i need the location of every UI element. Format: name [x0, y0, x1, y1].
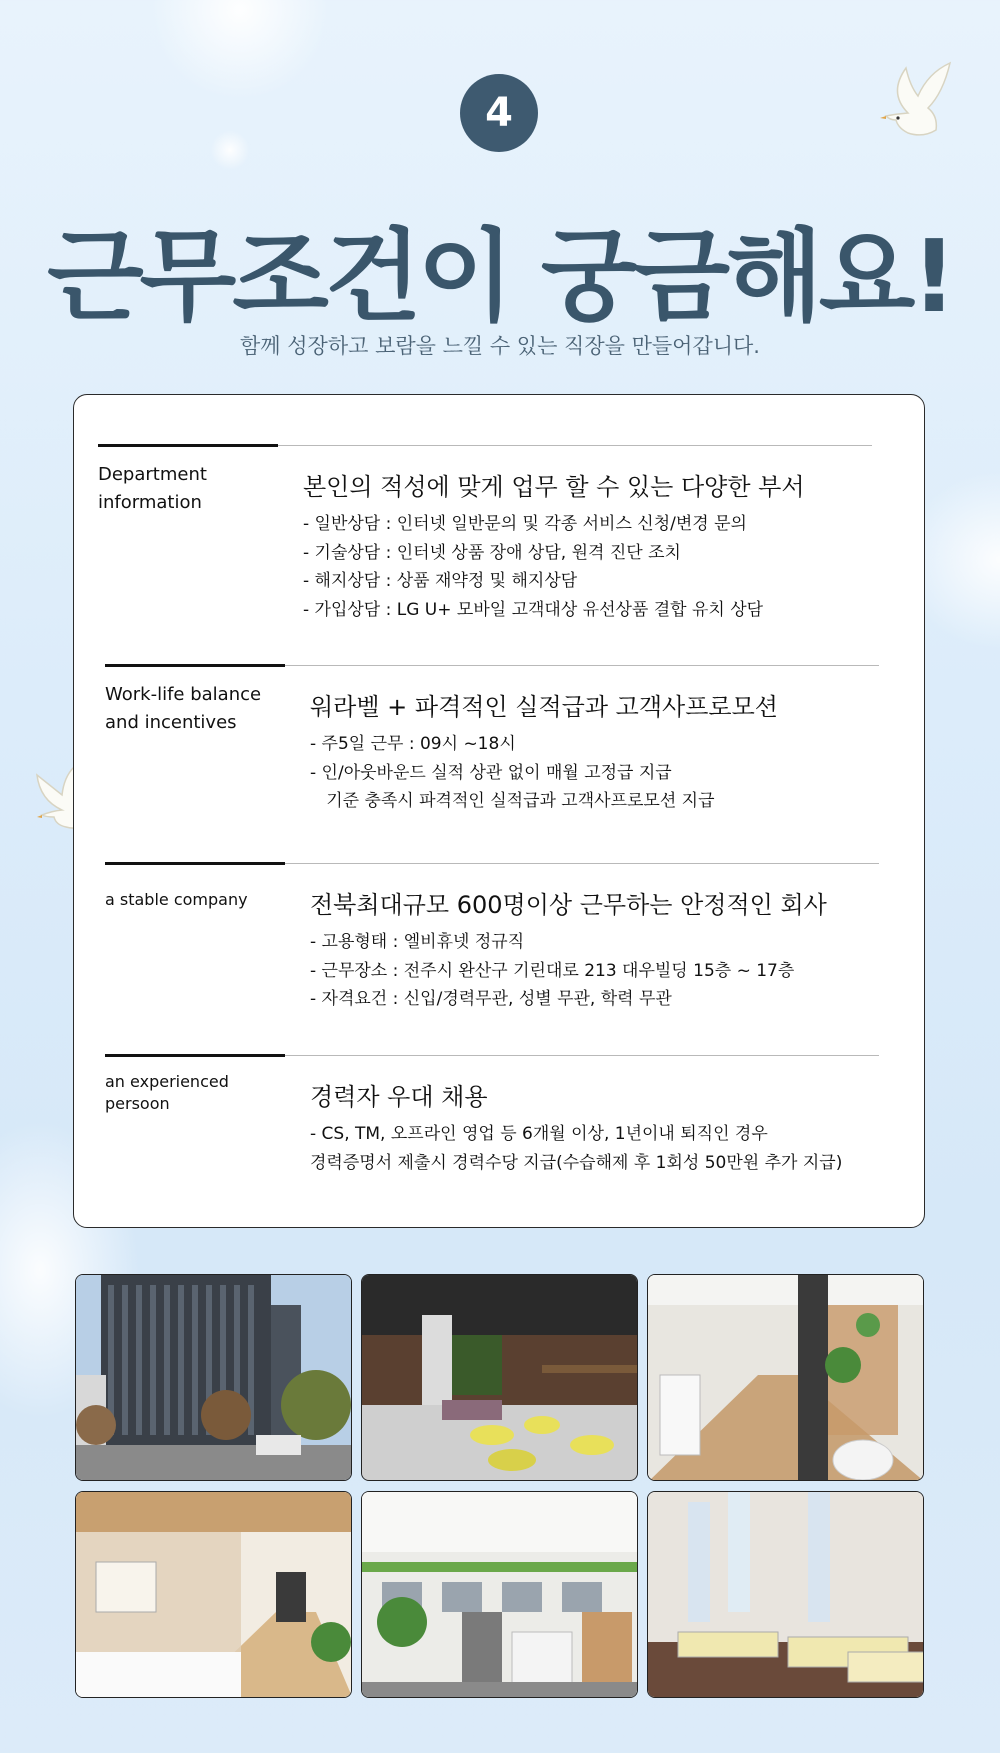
- step-number: 4: [485, 90, 513, 136]
- section-heading: 본인의 적성에 맞게 업무 할 수 있는 다양한 부서: [303, 473, 805, 501]
- section-label-line: persoon: [105, 1094, 170, 1113]
- section-experienced: [105, 1055, 879, 1205]
- section-label: [98, 461, 207, 517]
- section-divider-accent: [105, 862, 285, 865]
- section-label-line: information: [98, 492, 202, 513]
- page-subtitle: 함께 성장하고 보람을 느낄 수 있는 직장을 만들어갑니다.: [240, 334, 760, 358]
- section-label: [105, 889, 248, 911]
- sun-glare: [150, 0, 330, 100]
- section-label: [105, 1071, 229, 1115]
- office-floor-photo: [361, 1491, 638, 1698]
- conditions-card: [73, 394, 925, 1228]
- section-heading: 워라벨 + 파격적인 실적급과 고객사프로모션: [310, 693, 778, 721]
- section-item: - 가입상담 : LG U+ 모바일 고객대상 유선상품 결합 유치 상담: [303, 600, 764, 620]
- section-label: [105, 681, 261, 737]
- section-item: - 자격요건 : 신입/경력무관, 성별 무관, 학력 무관: [310, 989, 672, 1009]
- section-heading: 경력자 우대 채용: [310, 1083, 488, 1111]
- building-exterior-photo: [75, 1274, 352, 1481]
- sun-glare-small: [210, 130, 250, 170]
- step-number-badge: [460, 74, 538, 152]
- section-divider-accent: [105, 664, 285, 667]
- section-item: - 일반상담 : 인터넷 일반문의 및 각종 서비스 신청/변경 문의: [303, 514, 747, 534]
- section-label-line: Department: [98, 464, 207, 485]
- section-item: - 해지상담 : 상품 재약정 및 해지상담: [303, 571, 578, 591]
- dove-icon: [868, 58, 958, 143]
- section-stable-company: [105, 863, 879, 1033]
- glass-corridor-photo: [75, 1491, 352, 1698]
- section-item: - 근무장소 : 전주시 완산구 기린대로 213 대우빌딩 15층 ~ 17층: [310, 961, 795, 981]
- rest-room-photo: [647, 1491, 924, 1698]
- section-work-life: [105, 665, 879, 835]
- section-label-line: a stable company: [105, 890, 248, 909]
- hallway-photo: [647, 1274, 924, 1481]
- section-item: 경력증명서 제출시 경력수당 지급(수습해제 후 1회성 50만원 추가 지급): [310, 1153, 843, 1173]
- section-item: - 고용형태 : 엘비휴넷 정규직: [310, 932, 525, 952]
- section-heading: 전북최대규모 600명이상 근무하는 안정적인 회사: [310, 891, 827, 919]
- section-label-line: and incentives: [105, 712, 237, 733]
- section-item: - CS, TM, 오프라인 영업 등 6개월 이상, 1년이내 퇴직인 경우: [310, 1124, 768, 1144]
- section-divider-accent: [98, 444, 278, 447]
- section-label-line: Work-life balance: [105, 684, 262, 705]
- section-department: [98, 445, 872, 635]
- section-item: 기준 충족시 파격적인 실적급과 고객사프로모션 지급: [310, 791, 715, 811]
- section-item: - 주5일 근무 : 09시 ~18시: [310, 734, 516, 754]
- section-label-line: an experienced: [105, 1072, 229, 1091]
- section-item: - 기술상담 : 인터넷 상품 장애 상담, 원격 진단 조치: [303, 543, 681, 563]
- page-title: 근무조건이 궁금해요!: [47, 218, 953, 335]
- section-item: - 인/아웃바운드 실적 상관 없이 매월 고정급 지급: [310, 763, 672, 783]
- lounge-photo: [361, 1274, 638, 1481]
- section-divider-accent: [105, 1054, 285, 1057]
